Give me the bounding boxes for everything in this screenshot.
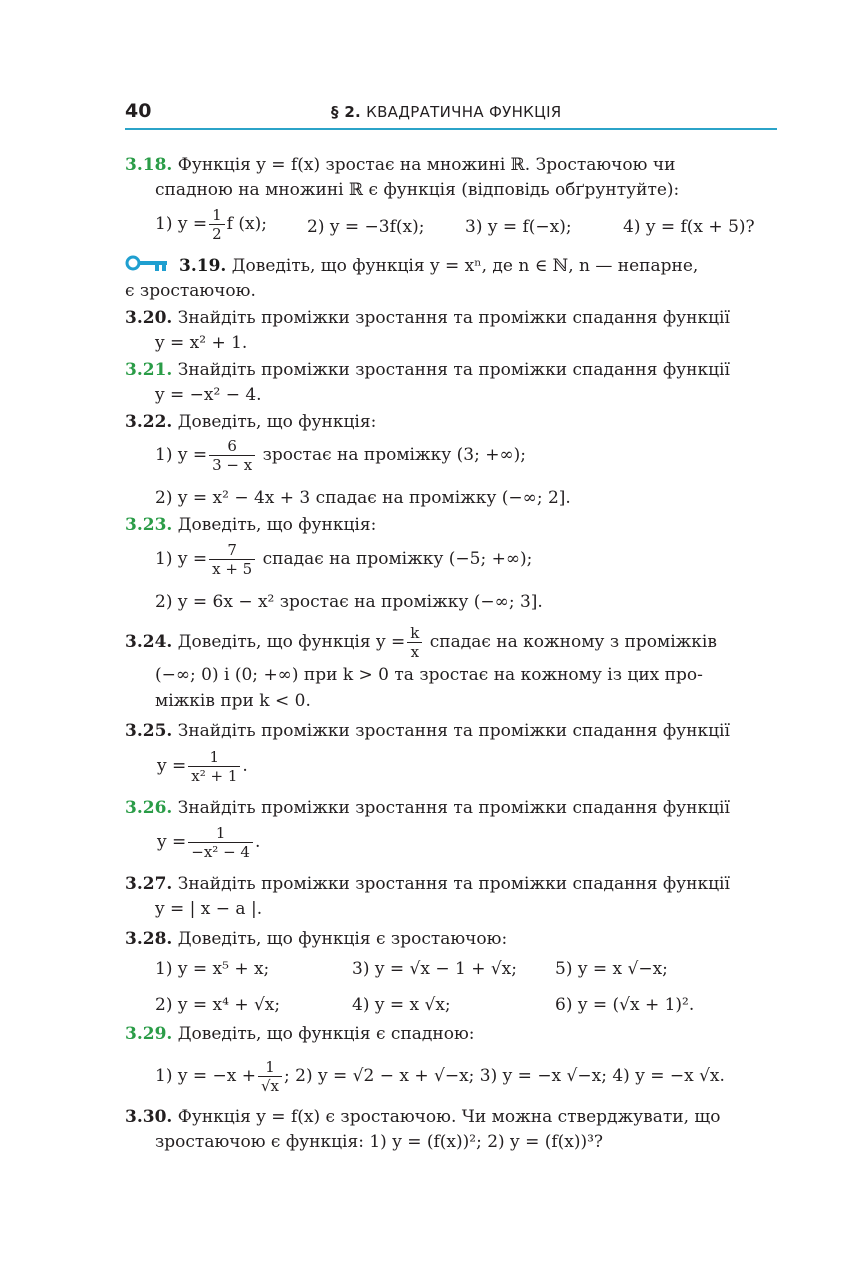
problem-number: 3.22. bbox=[125, 412, 173, 432]
problem-3-30-line2: зростаючою є функція: 1) y = (f(x))²; 2) y = (f(x))³? bbox=[155, 1132, 604, 1152]
problem-number: 3.27. bbox=[125, 874, 173, 894]
problem-number: 3.19. bbox=[179, 256, 227, 276]
formula-lhs: y = bbox=[157, 832, 187, 852]
problem-text: Доведіть, що функція: bbox=[177, 515, 377, 535]
problem-number: 3.29. bbox=[125, 1024, 173, 1044]
problem-3-29-options bbox=[155, 1058, 725, 1095]
problem-3-26-formula: y = $\frac{1}{\text{−x² − 4}}$ . bbox=[157, 824, 261, 861]
problem-text: Знайдіть проміжки зростання та проміжки спадання функції bbox=[177, 721, 730, 741]
problem-text: Функція y = f(x) є зростаючою. Чи можна стверджувати, що bbox=[177, 1107, 721, 1127]
denominator: x² + 1 bbox=[191, 767, 238, 785]
section-title-text: КВАДРАТИЧНА ФУНКЦІЯ bbox=[366, 103, 562, 121]
fraction bbox=[407, 624, 422, 661]
problem-3-27-line2: y = | x − a |. bbox=[155, 899, 263, 919]
problem-3-30-line1 bbox=[125, 1106, 720, 1128]
fraction bbox=[188, 748, 240, 785]
option-1-tail: зростає на проміжку (3; +∞); bbox=[262, 445, 526, 465]
problem-text: Доведіть, що функція є зростаючою: bbox=[177, 929, 508, 949]
numerator: 1 bbox=[258, 1058, 282, 1077]
fraction bbox=[258, 1058, 282, 1095]
option-1: 1) y = −x + bbox=[155, 1066, 256, 1086]
problem-3-24-line2: (−∞; 0) і (0; +∞) при k > 0 та зростає на кожному із цих про- bbox=[155, 665, 703, 685]
option-1-tail: f (x); bbox=[226, 214, 267, 234]
denominator: −x² − 4 bbox=[191, 843, 250, 861]
denominator: x bbox=[410, 643, 420, 661]
fraction bbox=[209, 437, 255, 474]
problem-3-22-line1 bbox=[125, 411, 376, 433]
problem-text: Знайдіть проміжки зростання та проміжки спадання функції bbox=[177, 798, 730, 818]
problem-3-22-opt2: 2) y = x² − 4x + 3 спадає на проміжку (−∞; 2]. bbox=[155, 488, 571, 508]
denominator: x + 5 bbox=[212, 560, 253, 578]
numerator: 1 bbox=[209, 206, 225, 225]
problem-3-29-line1 bbox=[125, 1023, 474, 1045]
problem-text: Доведіть, що функція: bbox=[177, 412, 377, 432]
problem-number: 3.26. bbox=[125, 798, 173, 818]
problem-number: 3.23. bbox=[125, 515, 173, 535]
problem-text: Знайдіть проміжки зростання та проміжки спадання функції bbox=[177, 874, 730, 894]
problem-3-19-line1 bbox=[179, 255, 698, 277]
problem-3-28-opt4: 4) y = x √x; bbox=[352, 995, 451, 1015]
problem-3-21-line2: y = −x² − 4. bbox=[155, 385, 262, 405]
denominator: 2 bbox=[212, 225, 222, 243]
section-title bbox=[331, 103, 562, 121]
problem-text: Функція y = f(x) зростає на множині ℝ. Зростаючою чи bbox=[177, 155, 676, 175]
key-icon bbox=[125, 255, 169, 273]
numerator: 6 bbox=[209, 437, 255, 456]
fraction bbox=[209, 206, 225, 243]
problem-3-18-line2: спадною на множині ℝ є функція (відповідь обґрунтуйте): bbox=[155, 180, 680, 200]
option-1: 1) y = bbox=[155, 214, 208, 234]
problem-text: Знайдіть проміжки зростання та проміжки спадання функції bbox=[177, 308, 730, 328]
numerator: 1 bbox=[188, 824, 253, 843]
problem-3-24-line1 bbox=[125, 624, 717, 661]
problem-text-tail: спадає на кожному з проміжків bbox=[429, 632, 717, 652]
problem-number: 3.30. bbox=[125, 1107, 173, 1127]
problem-number: 3.18. bbox=[125, 155, 173, 175]
problem-number: 3.28. bbox=[125, 929, 173, 949]
problem-3-28-opt2: 2) y = x⁴ + √x; bbox=[155, 995, 281, 1015]
problem-number: 3.24. bbox=[125, 632, 173, 652]
numerator: k bbox=[407, 624, 422, 643]
option-2: 2) y = −3f(x); bbox=[307, 217, 425, 237]
option-4: 4) y = f(x + 5)? bbox=[623, 217, 755, 237]
problem-3-28-opt6: 6) y = (√x + 1)². bbox=[555, 995, 695, 1015]
numerator: 1 bbox=[188, 748, 240, 767]
problem-3-22-opt1 bbox=[155, 437, 526, 474]
option-1: 1) y = bbox=[155, 445, 208, 465]
fraction bbox=[188, 824, 253, 861]
problem-number: 3.20. bbox=[125, 308, 173, 328]
problem-3-18-line1 bbox=[125, 154, 675, 176]
problem-text: Знайдіть проміжки зростання та проміжки спадання функції bbox=[177, 360, 730, 380]
problem-3-28-opt3: 3) y = √x − 1 + √x; bbox=[352, 959, 517, 979]
denominator: √x bbox=[261, 1077, 280, 1095]
problem-number: 3.25. bbox=[125, 721, 173, 741]
problem-3-25-formula: y = $\frac{1}{\text{x² + 1}}$ . bbox=[157, 748, 248, 785]
problem-3-27-line1 bbox=[125, 873, 730, 895]
problem-text: Доведіть, що функція y = xⁿ, де n ∈ ℕ, n — непарне, bbox=[231, 256, 699, 276]
problem-3-23-opt1 bbox=[155, 541, 532, 578]
problem-3-21-line1 bbox=[125, 359, 730, 381]
problem-3-25-line1 bbox=[125, 720, 730, 742]
problem-text: Доведіть, що функція y = bbox=[177, 632, 406, 652]
option-1-tail: спадає на проміжку (−5; +∞); bbox=[262, 549, 533, 569]
header-rule bbox=[125, 128, 777, 130]
problem-3-23-line1 bbox=[125, 514, 376, 536]
problem-3-28-line1 bbox=[125, 928, 507, 950]
section-mark: § 2. bbox=[331, 103, 362, 121]
option-3: 3) y = f(−x); bbox=[465, 217, 572, 237]
problem-3-23-opt2: 2) y = 6x − x² зростає на проміжку (−∞; 3]. bbox=[155, 592, 543, 612]
problem-3-26-line1 bbox=[125, 797, 730, 819]
problem-3-19-line2: є зростаючою. bbox=[125, 281, 256, 301]
option-1: 1) y = bbox=[155, 549, 208, 569]
problem-3-28-opt5: 5) y = x √−x; bbox=[555, 959, 668, 979]
problem-3-20-line1 bbox=[125, 307, 730, 329]
problem-3-24-line3: міжків при k < 0. bbox=[155, 691, 311, 711]
numerator: 7 bbox=[209, 541, 255, 560]
formula-lhs: y = bbox=[157, 756, 187, 776]
problem-number: 3.21. bbox=[125, 360, 173, 380]
problem-3-18-options bbox=[155, 206, 755, 243]
denominator: 3 − x bbox=[212, 456, 253, 474]
problem-3-28-opt1: 1) y = x⁵ + x; bbox=[155, 959, 270, 979]
fraction bbox=[209, 541, 255, 578]
options-rest: ; 2) y = √2 − x + √−x; 3) y = −x √−x; 4) y = −x √x. bbox=[284, 1066, 725, 1086]
problem-text: Доведіть, що функція є спадною: bbox=[177, 1024, 475, 1044]
problem-3-20-line2: y = x² + 1. bbox=[155, 333, 248, 353]
page-number: 40 bbox=[125, 100, 152, 122]
